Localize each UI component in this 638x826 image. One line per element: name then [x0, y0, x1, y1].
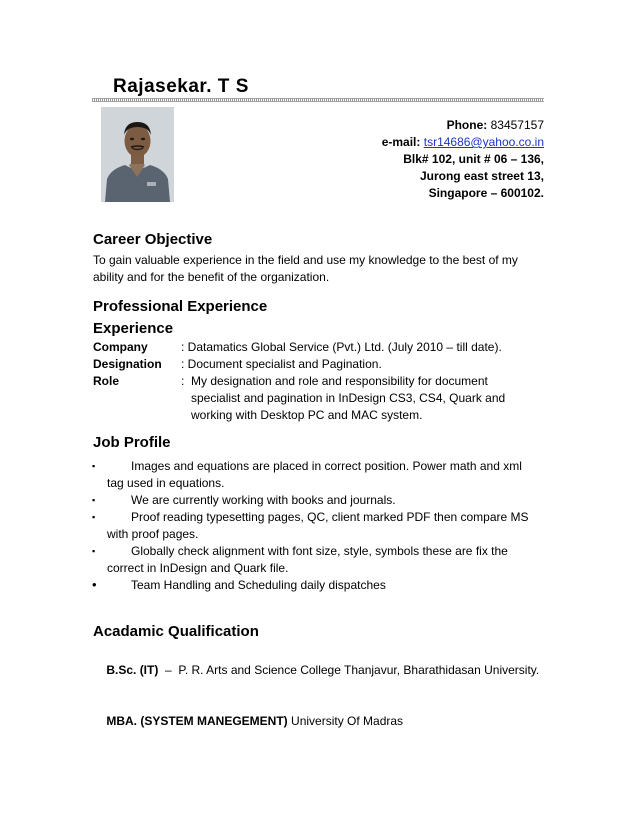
degree: B.Sc. (IT)	[106, 663, 159, 677]
career-text-line: ability and for the benefit of the organization.	[93, 270, 330, 284]
experience-row-company	[93, 339, 533, 356]
list-item	[93, 509, 553, 543]
list-item	[93, 577, 553, 594]
role-line: working with Desktop PC and MAC system.	[181, 408, 423, 422]
role-line: specialist and pagination in InDesign CS3, CS4, Quark and	[181, 391, 506, 405]
job-profile-heading: Job Profile	[93, 434, 171, 451]
phone-line	[382, 117, 544, 134]
contact-block	[382, 117, 544, 202]
designation-label: Designation	[93, 357, 162, 371]
qualification-row	[93, 696, 543, 747]
phone-value: 83457157	[490, 118, 544, 132]
qualification-list	[93, 645, 543, 747]
square-bullet-icon: ▪	[92, 461, 96, 471]
role-label: Role	[93, 374, 120, 388]
role-value	[181, 373, 526, 424]
list-item	[93, 458, 553, 492]
square-bullet-icon: ▪	[92, 512, 96, 522]
address-line-2: Jurong east street 13,	[419, 169, 544, 183]
career-objective-text	[93, 252, 518, 286]
list-item-line: Globally check alignment with font size, style, symbols these are fix the	[131, 544, 508, 558]
career-text-line: To gain valuable experience in the field and use my knowledge to the best of my	[93, 253, 518, 267]
phone-label: Phone:	[446, 118, 488, 132]
company-label: Company	[93, 340, 148, 354]
degree-detail: University Of Madras	[287, 714, 404, 728]
professional-experience-heading: Professional Experience	[93, 298, 268, 315]
address-line-3: Singapore – 600102.	[428, 186, 544, 200]
square-bullet-icon: ▪	[92, 546, 96, 556]
company-value: : Datamatics Global Service (Pvt.) Ltd. (July 2010 – till date).	[181, 340, 502, 354]
list-item-line: Images and equations are placed in correct position. Power math and xml	[131, 459, 522, 473]
square-bullet-icon: ▪	[92, 495, 96, 505]
experience-row-designation	[93, 356, 533, 373]
job-profile-list	[93, 458, 553, 594]
profile-photo	[101, 107, 174, 202]
list-item-line: Proof reading typesetting pages, QC, client marked PDF then compare MS	[131, 510, 529, 524]
list-item	[93, 543, 553, 577]
round-bullet-icon: •	[92, 577, 97, 592]
degree-detail: – P. R. Arts and Science College Thanjavur, Bharathidasan University.	[158, 663, 540, 677]
list-item-line: We are currently working with books and journals.	[131, 493, 396, 507]
list-item-line: correct in InDesign and Quark file.	[107, 561, 289, 575]
list-item-line: Team Handling and Scheduling daily dispatches	[131, 578, 386, 592]
profile-photo-image	[101, 107, 174, 202]
list-item-line: with proof pages.	[107, 527, 199, 541]
experience-subheading: Experience	[93, 320, 174, 337]
list-item-line: tag used in equations.	[107, 476, 225, 490]
address-line-1: Blk# 102, unit # 06 – 136,	[403, 152, 544, 166]
qualification-heading: Acadamic Qualification	[93, 623, 259, 640]
qualification-row	[93, 645, 543, 696]
email-link[interactable]: tsr14686@yahoo.co.in	[423, 135, 544, 149]
email-label: e-mail	[381, 135, 417, 149]
experience-row-role	[93, 373, 533, 424]
header-rule	[92, 98, 544, 102]
career-objective-heading: Career Objective	[93, 231, 213, 248]
candidate-name: Rajasekar. T S	[113, 76, 249, 97]
list-item	[93, 492, 553, 509]
email-line: e-mail: tsr14686@yahoo.co.in	[381, 135, 544, 149]
role-line: : My designation and role and responsibility for document	[181, 374, 488, 388]
degree: MBA. (SYSTEM MANEGEMENT)	[106, 714, 288, 728]
designation-value: : Document specialist and Pagination.	[181, 357, 382, 371]
